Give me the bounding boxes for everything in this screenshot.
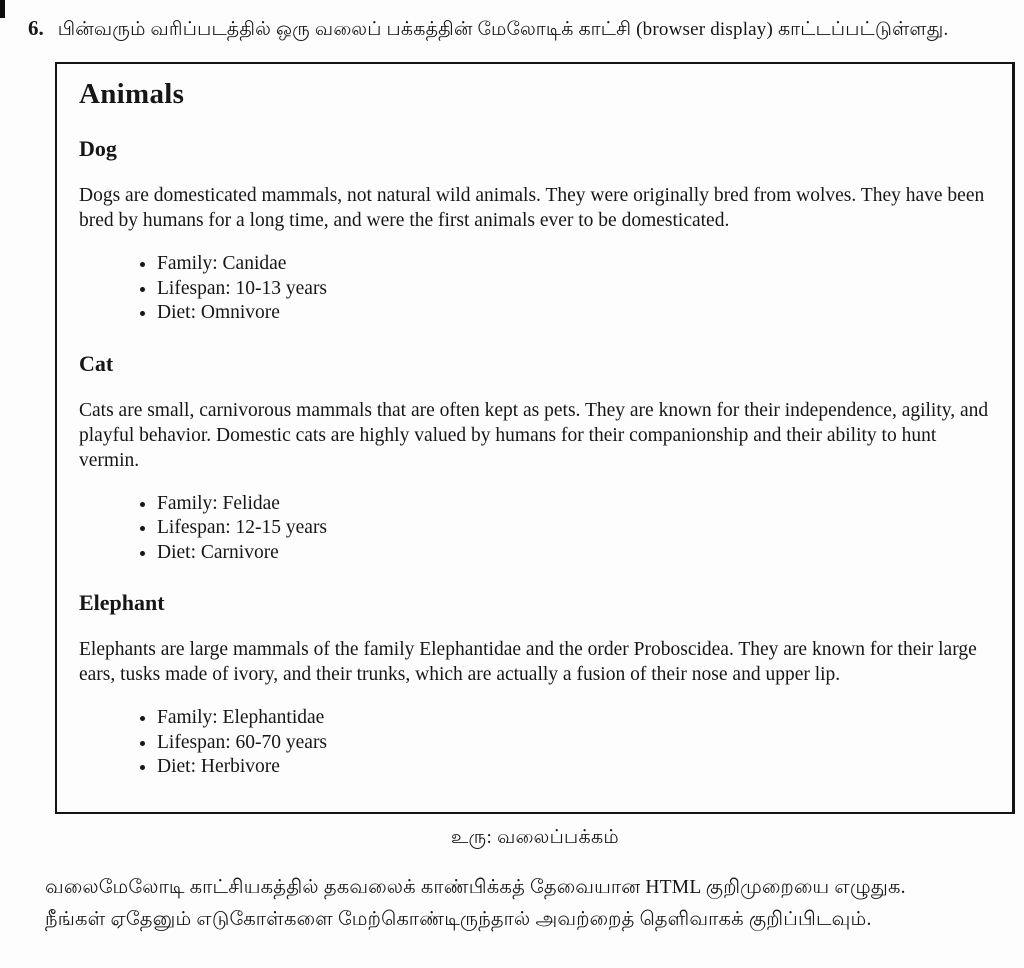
list-item: • Lifespan: 10-13 years [157, 277, 988, 302]
list-item: • Family: Felidae [157, 492, 988, 517]
animal-facts-list [79, 252, 988, 326]
animal-section-cat [79, 351, 988, 566]
list-item: • Lifespan: 60-70 years [157, 731, 988, 756]
animal-paragraph: Elephants are large mammals of the family Elephantidae and the order Proboscidea. They are known for their large ears, tusks made of ivory, and their trunks, which are actually a fusion of their nose and upper lip. [79, 639, 977, 685]
list-item: • Diet: Herbivore [157, 755, 988, 780]
question-intro-text: பின்வரும் வரிப்படத்தில் ஒரு வலைப் பக்கத்தின் மேலோடிக் காட்சி (browser display) காட்டப்பட்டுள்ளது. [57, 19, 949, 40]
animal-paragraph: Cats are small, carnivorous mammals that are often kept as pets. They are known for their independence, agility, and playful behavior. Domestic cats are highly valued by humans for their companionship and their ability to hunt vermin. [79, 399, 989, 471]
animal-facts-list [79, 706, 988, 780]
question-line [28, 16, 1018, 43]
animal-section-elephant [79, 590, 988, 780]
scan-artifact-mark [0, 0, 5, 18]
list-item: • Diet: Omnivore [157, 301, 988, 326]
list-item: • Diet: Carnivore [157, 541, 988, 566]
browser-display-box [55, 62, 1015, 814]
list-item: • Lifespan: 12-15 years [157, 516, 988, 541]
animal-paragraph: Dogs are domesticated mammals, not natural wild animals. They were originally bred from wolves. They have been bred by humans for a long time, and were the first animals ever to be domesticated. [79, 185, 985, 231]
list-item: • Family: Canidae [157, 252, 988, 277]
question-instruction [45, 872, 993, 936]
figure-caption: உரு: வலைப்பக்கம் [451, 827, 619, 848]
list-item: • Family: Elephantidae [157, 706, 988, 731]
page-title: Animals [79, 78, 185, 110]
question-number: 6. [28, 16, 44, 40]
instruction-line-2: நீங்கள் ஏதேனும் எடுகோள்களை மேற்கொண்டிருந்தால் அவற்றைத் தெளிவாகக் குறிப்பிடவும். [45, 909, 872, 930]
animal-heading: Cat [79, 350, 114, 376]
animal-section-dog [79, 136, 988, 326]
instruction-line-1: வலைமேலோடி காட்சியகத்தில் தகவலைக் காண்பிக்கத் தேவையான HTML குறிமுறையை எழுதுக. [45, 877, 906, 898]
animal-heading: Dog [79, 136, 117, 161]
animal-heading: Elephant [79, 590, 165, 615]
animal-facts-list [79, 492, 988, 566]
